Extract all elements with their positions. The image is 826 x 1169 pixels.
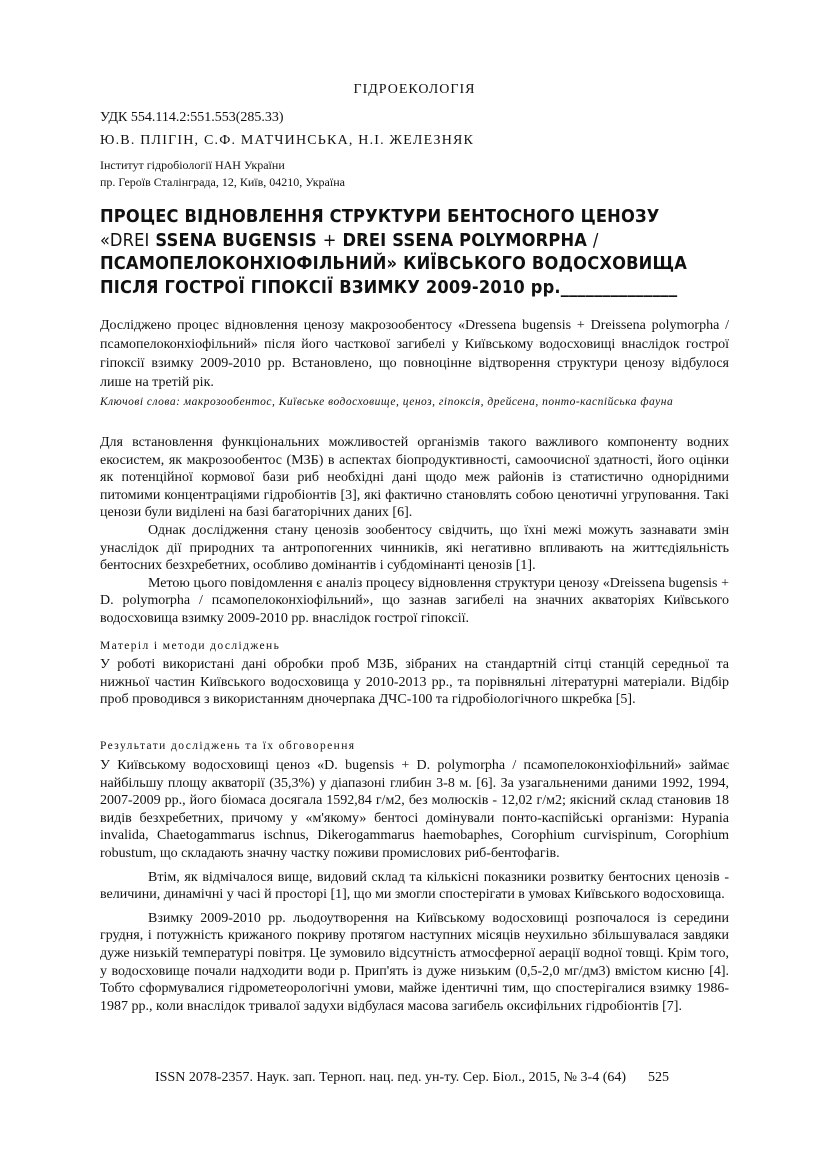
introduction	[100, 434, 729, 628]
title-line-4: ПІСЛЯ ГОСТРОЇ ГІПОКСІЇ ВЗИМКУ 2009-2010 рр.______________	[100, 277, 678, 298]
methods-heading: Матеріл і методи досліджень	[100, 640, 281, 652]
results-paragraph: Взимку 2009-2010 рр. льодоутворення на Київському водосховищі розпочалося із середини грудня, і потужність крижаного покриву протягом наступних місяців неухильно збільшувалася завдяки дуже низькій температурі повітря. Це зумовило відсутність атмосферної аерації водної товщі. Крім того, у водосховище почали надходити води р. Прип'ять із дуже низьким (0,5-2,0 мг/дм3) вмістом кисню [4]. Тобто сформувалися гідрометеорологічні умови, майже ідентичні тим, що спостерігалися взимку 1986-1987 рр., коли внаслідок тривалої задухи відбулася масова загибель оксифільних гідробіонтів [7].	[100, 910, 729, 1014]
section-heading: ГІДРОЕКОЛОГІЯ	[353, 82, 476, 97]
results-paragraph: У Київському водосховищі ценоз «D. bugensis + D. polymorpha / псамопелоконхіофільний» займає найбільшу площу акваторії (35,3%) у діапазоні глибин 3-8 м. [6]. За узагальненими даними 1992, 1994, 2007-2009 рр., його біомаса досягала 1592,84 г/м2, без молюсків - 12,02 г/м2; якісний склад становив 18 видів безхребетних, причому у «м'якому» бентосі домінували понто-каспійські організми: Hypania invalida, Chaetogammarus ischnus, Dikerogammarus haemobaphes, Corophium curvispinum, Corophium robustum, що складають значну частку поживи промислових риб-бентофагів.	[100, 758, 729, 861]
intro-paragraph: Для встановлення функціональних можливостей організмів такого важливого компоненту водних екосистем, як макрозообентос (МЗБ) в аспектах біопродуктивності, самоочисної здатності, його оцінки як потенційної кормової бази риб необхідні дані щодо меж районів із статистично однорідними питомими концентраціями гідробіонтів [3], які фактично становлять собою ценотичні угруповання. Такі ценози були виділені на базі багаторічних даних [6].	[100, 435, 729, 521]
title-line-2-e: /	[592, 230, 599, 251]
title-line-2-c: +	[322, 230, 337, 251]
journal-citation: ISSN 2078-2357. Наук. зап. Терноп. нац. пед. ун-ту. Сер. Біол., 2015, № 3-4 (64)	[155, 1070, 627, 1085]
address: пр. Героїв Сталінграда, 12, Київ, 04210, Україна	[100, 175, 345, 189]
authors: Ю.В. ПЛІГІН, С.Ф. МАТЧИНСЬКА, Н.І. ЖЕЛЕЗНЯК	[100, 133, 475, 148]
results-section	[100, 757, 729, 1015]
intro-paragraph: Метою цього повідомлення є аналіз процесу відновлення структури ценозу «Dreissena bugensis + D. polymorpha / псамопелоконхіофільний», що зазнав загибелі на значних акваторіях Київського водосховища взимку 2009-2010 рр. внаслідок гострої гіпоксії.	[100, 575, 729, 626]
methods-section	[100, 656, 729, 709]
affiliation	[100, 157, 345, 191]
paper-title	[100, 206, 695, 300]
title-line-3: ПСАМОПЕЛОКОНХІОФІЛЬНИЙ» КИЇВСЬКОГО ВОДОСХОВИЩА	[100, 254, 688, 274]
page-footer	[155, 1070, 669, 1086]
intro-paragraph: Однак дослідження стану ценозів зообентосу свідчить, що їхні межі можуть зазнавати змін унаслідок дії природних та антропогенних чинників, які негативно впливають на життєдіяльність бентосних безхребетних, особливо домінантів і субдомінанті ценозів [1].	[100, 522, 729, 574]
title-line-2-b: SSENA BUGENSIS	[149, 230, 323, 251]
page-number: 525	[648, 1070, 670, 1085]
institution: Інститут гідробіології НАН України	[100, 158, 285, 172]
title-line-2-d: DREI SSENA POLYMORPHA	[336, 230, 593, 251]
udk-code: УДК 554.114.2:551.553(285.33)	[100, 110, 284, 125]
results-heading: Результати досліджень та їх обговорення	[100, 740, 356, 752]
title-line-1: ПРОЦЕС ВІДНОВЛЕННЯ СТРУКТУРИ БЕНТОСНОГО ЦЕНОЗУ	[100, 207, 660, 227]
results-paragraph: Втім, як відмічалося вище, видовий склад та кількісні показники розвитку бентосних ценозів - величини, динамічні у часі й просторі [1], що ми змогли спостерігати в умовах Київського водосховища.	[100, 869, 729, 903]
keywords: Ключові слова: макрозообентос, Київське водосховище, ценоз, гіпоксія, дрейсена, понто-каспійська фауна	[100, 396, 674, 408]
abstract: Досліджено процес відновлення ценозу макрозообентосу «Dressena bugensis + Dreissena polymorpha / псамопелоконхіофільний» після його часткової загибелі у Київському водосховищі внаслідок гострої гіпоксії взимку 2009-2010 рр. Встановлено, що повноцінне відтворення структури ценозу відбулося лише на третій рік.	[100, 318, 729, 390]
title-line-2-a: «DREI	[100, 230, 150, 251]
methods-paragraph: У роботі використані дані обробки проб МЗБ, зібраних на стандартній сітці станцій середньої та нижньої частин Київського водосховища у 2010-2013 рр., та порівняльні літературні матеріали. Відбір проб проводився з використанням дночерпака ДЧС-100 та гідробіологічного шкребка [5].	[100, 657, 729, 708]
title-line-2	[100, 230, 695, 254]
